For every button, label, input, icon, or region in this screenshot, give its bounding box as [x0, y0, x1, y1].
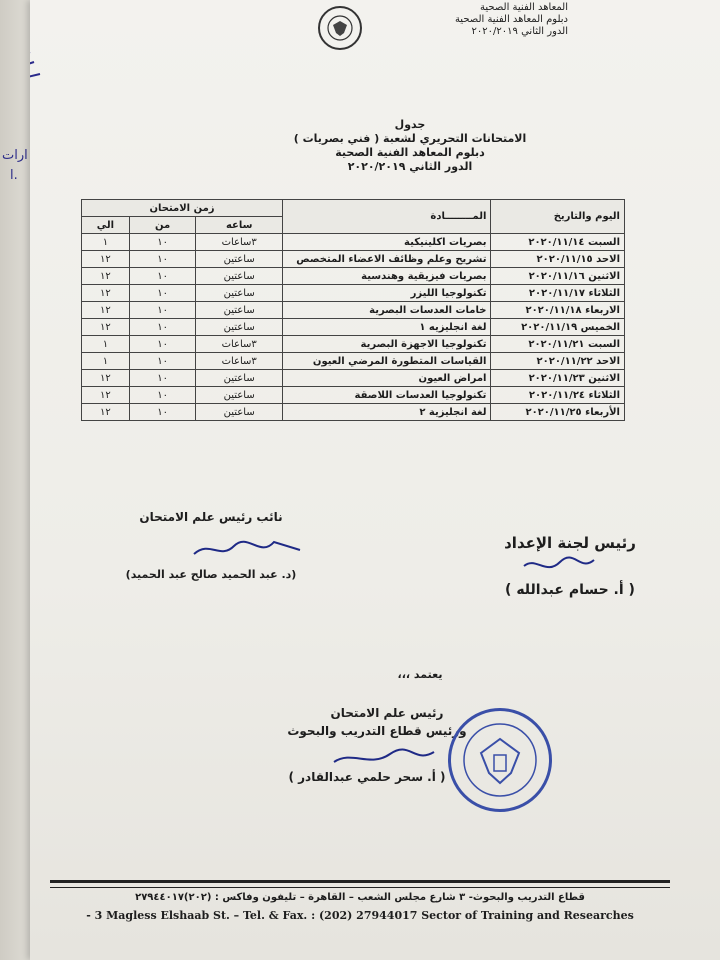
from-cell: ١٠	[129, 404, 196, 421]
subject-cell: خامات العدسات البصرية	[282, 302, 490, 319]
table-row	[82, 285, 625, 302]
document-page	[30, 0, 720, 960]
title-line-1: جدول	[394, 118, 426, 131]
footer-english-address: - 3 Magless Elshaab St. – Tel. & Fax. : (202) 27944017 Sector of Training and Researches	[86, 909, 634, 922]
from-cell: ١٠	[129, 268, 196, 285]
day-cell: الاحد ٢٠٢٠/١١/٢٢	[491, 353, 625, 370]
to-cell: ١٢	[82, 285, 130, 302]
table-row	[82, 251, 625, 268]
footer-rule	[50, 880, 670, 883]
to-cell: ١٢	[82, 404, 130, 421]
from-cell: ١٠	[129, 285, 196, 302]
table-row	[82, 268, 625, 285]
header-subject: المــــــــادة	[282, 200, 490, 234]
table-row	[82, 353, 625, 370]
duration-cell: ساعتين	[196, 268, 283, 285]
subject-cell: بصريات فيزيقية وهندسية	[282, 268, 490, 285]
footer-rule-thin	[50, 887, 670, 888]
table-row	[82, 404, 625, 421]
to-cell: ١٢	[82, 302, 130, 319]
subject-cell: بصريات اكلينيكية	[282, 234, 490, 251]
header-duration: ساعه	[196, 217, 283, 234]
to-cell: ١٢	[82, 370, 130, 387]
day-cell: الاثنين ٢٠٢٠/١١/١٦	[491, 268, 625, 285]
committee-head-signature	[520, 552, 600, 582]
day-cell: الأربعاء ٢٠٢٠/١١/٢٥	[491, 404, 625, 421]
to-cell: ١٢	[82, 387, 130, 404]
table-row	[82, 387, 625, 404]
to-cell: ١٢	[82, 251, 130, 268]
stamp-eagle-icon	[451, 711, 549, 809]
from-cell: ١٠	[129, 370, 196, 387]
from-cell: ١٠	[129, 336, 196, 353]
exam-schedule-table	[81, 199, 625, 421]
to-cell: ١٢	[82, 319, 130, 336]
duration-cell: ساعتين	[196, 404, 283, 421]
subject-cell: لغة انجليزية ٢	[282, 404, 490, 421]
day-cell: الثلاثاء ٢٠٢٠/١١/١٧	[491, 285, 625, 302]
handwritten-mark	[30, 40, 90, 100]
vice-head-title: نائب رئيس علم الامتحان	[139, 510, 283, 524]
day-cell: الخميس ٢٠٢٠/١١/١٩	[491, 319, 625, 336]
day-cell: السبت ٢٠٢٠/١١/٢١	[491, 336, 625, 353]
duration-cell: ساعتين	[196, 251, 283, 268]
from-cell: ١٠	[129, 234, 196, 251]
sector-head-title: ورئيس قطاع التدريب والبحوث	[287, 724, 467, 738]
approval-label: يعتمد ،،،	[397, 668, 443, 681]
to-cell: ١	[82, 234, 130, 251]
subject-cell: امراض العيون	[282, 370, 490, 387]
day-cell: الاحد ٢٠٢٠/١١/١٥	[491, 251, 625, 268]
title-block	[230, 118, 590, 174]
header-time: زمن الامتحان	[82, 200, 283, 217]
duration-cell: ٣ساعات	[196, 353, 283, 370]
table-row	[82, 302, 625, 319]
footer-arabic-address: قطاع التدريب والبحوث- ٣ شارع مجلس الشعب – القاهرة – تليفون وفاكس : (٢٠٢)٢٧٩٤٤٠١٧	[135, 892, 585, 903]
eagle-icon	[325, 13, 355, 43]
edge-note-1: ارات	[2, 148, 28, 163]
day-cell: الاثنين ٢٠٢٠/١١/٢٣	[491, 370, 625, 387]
edge-note-2: ا.	[10, 168, 18, 183]
subject-cell: القياسات المتطورة المرضي العيون	[282, 353, 490, 370]
vice-head-name: (د. عبد الحميد صالح عبد الحميد)	[125, 568, 297, 581]
title-line-3: دبلوم المعاهد الفنية الصحية	[335, 146, 485, 159]
duration-cell: ساعتين	[196, 302, 283, 319]
subject-cell: تكنولوجيا الليزر	[282, 285, 490, 302]
subject-cell: تكنولوجيا العدسات اللاصقة	[282, 387, 490, 404]
table-row	[82, 336, 625, 353]
to-cell: ١٢	[82, 268, 130, 285]
duration-cell: ٣ساعات	[196, 234, 283, 251]
duration-cell: ساعتين	[196, 319, 283, 336]
vice-head-signature	[190, 530, 310, 570]
header-text	[455, 2, 568, 38]
table-row	[82, 370, 625, 387]
sector-head-name: ( أ. سحر حلمي عبدالقادر )	[288, 770, 446, 784]
to-cell: ١	[82, 336, 130, 353]
official-stamp	[448, 708, 552, 812]
header-line-3: الدور الثاني ٢٠٢٠/٢٠١٩	[471, 26, 568, 37]
header-line-2: دبلوم المعاهد الفنية الصحية	[454, 14, 568, 25]
day-cell: الثلاثاء ٢٠٢٠/١١/٢٤	[491, 387, 625, 404]
from-cell: ١٠	[129, 353, 196, 370]
header-to: الي	[82, 217, 130, 234]
from-cell: ١٠	[129, 319, 196, 336]
subject-cell: تشريح وعلم وظائف الاعضاء المتخصص	[282, 251, 490, 268]
from-cell: ١٠	[129, 387, 196, 404]
duration-cell: ساعتين	[196, 387, 283, 404]
subject-cell: تكنولوجيا الاجهزة البصرية	[282, 336, 490, 353]
from-cell: ١٠	[129, 251, 196, 268]
table-row	[82, 319, 625, 336]
duration-cell: ساعتين	[196, 370, 283, 387]
duration-cell: ٣ساعات	[196, 336, 283, 353]
subject-cell: لغة انجليزيه ١	[282, 319, 490, 336]
day-cell: السبت ٢٠٢٠/١١/١٤	[491, 234, 625, 251]
from-cell: ١٠	[129, 302, 196, 319]
page-footer	[50, 880, 670, 922]
title-line-2: الامتحانات التحريري لشعبة ( فني بصريات )	[293, 132, 527, 145]
committee-head-name: ( أ. حسام عبدالله )	[505, 582, 635, 598]
header-line-1: المعاهد الفنية الصحية	[480, 2, 568, 13]
sector-head-signature	[330, 742, 440, 772]
committee-head-title: رئيس لجنة الإعداد	[504, 534, 636, 552]
header-from: من	[129, 217, 196, 234]
to-cell: ١	[82, 353, 130, 370]
day-cell: الاربعاء ٢٠٢٠/١١/١٨	[491, 302, 625, 319]
title-line-4: الدور الثاني ٢٠٢٠/٢٠١٩	[347, 160, 473, 173]
header-day: اليوم والتاريخ	[491, 200, 625, 234]
table-row	[82, 234, 625, 251]
duration-cell: ساعتين	[196, 285, 283, 302]
ministry-logo	[318, 6, 362, 50]
exam-head-title: رئيس علم الامتحان	[330, 706, 444, 720]
